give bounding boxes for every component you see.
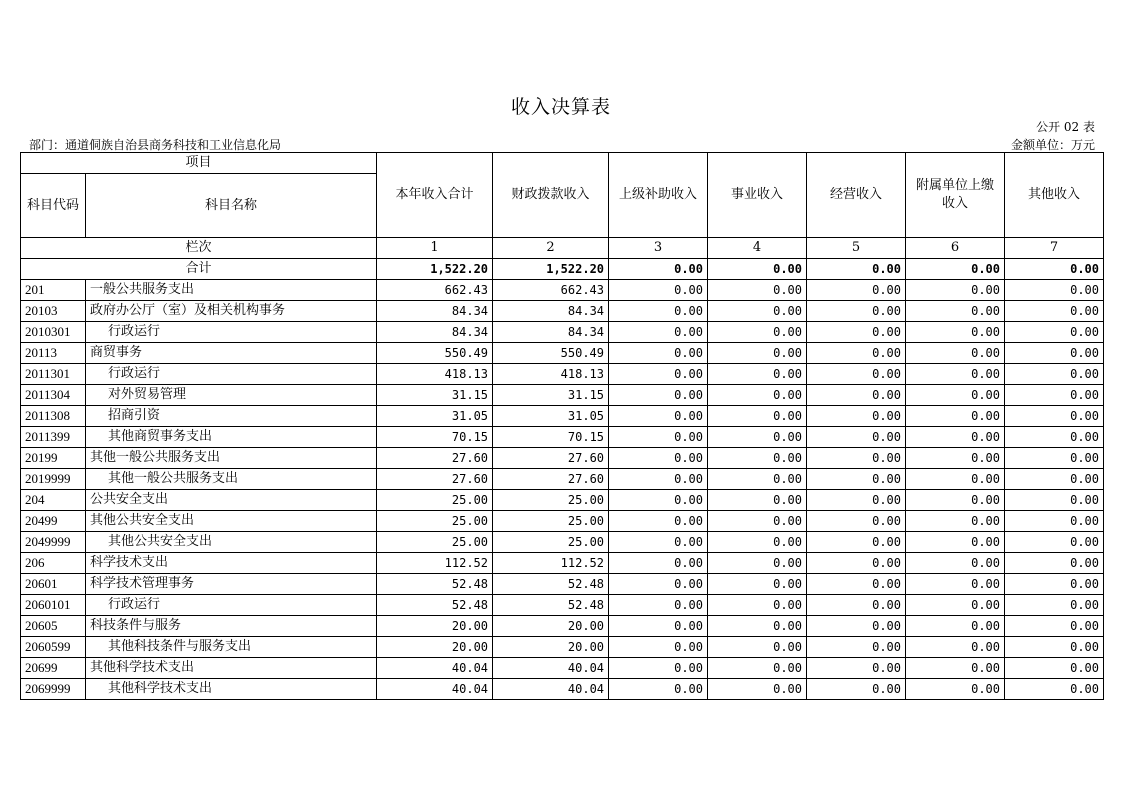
subject-code: 20199 xyxy=(21,448,86,469)
amount-cell: 0.00 xyxy=(807,490,906,511)
subject-name: 其他科学技术支出 xyxy=(86,658,377,679)
amount-cell: 52.48 xyxy=(493,574,609,595)
column-header: 经营收入 xyxy=(807,153,906,238)
table-row xyxy=(21,553,1104,574)
table-row xyxy=(21,595,1104,616)
amount-cell: 0.00 xyxy=(708,574,807,595)
amount-cell: 0.00 xyxy=(708,532,807,553)
amount-cell: 40.04 xyxy=(377,679,493,700)
column-header: 其他收入 xyxy=(1005,153,1104,238)
amount-cell: 52.48 xyxy=(377,574,493,595)
amount-cell: 0.00 xyxy=(906,532,1005,553)
amount-cell: 84.34 xyxy=(377,322,493,343)
amount-cell: 27.60 xyxy=(377,469,493,490)
total-value: 0.00 xyxy=(1005,259,1104,280)
amount-cell: 0.00 xyxy=(906,343,1005,364)
amount-cell: 0.00 xyxy=(906,301,1005,322)
amount-cell: 40.04 xyxy=(493,658,609,679)
total-value: 0.00 xyxy=(609,259,708,280)
amount-cell: 0.00 xyxy=(906,679,1005,700)
subject-code: 201 xyxy=(21,280,86,301)
subject-code: 20103 xyxy=(21,301,86,322)
project-header: 项目 xyxy=(21,153,377,174)
amount-cell: 0.00 xyxy=(807,280,906,301)
subject-name: 其他一般公共服务支出 xyxy=(86,469,377,490)
table-row xyxy=(21,301,1104,322)
subject-name: 行政运行 xyxy=(86,322,377,343)
amount-cell: 31.05 xyxy=(493,406,609,427)
amount-cell: 0.00 xyxy=(807,532,906,553)
amount-cell: 0.00 xyxy=(906,280,1005,301)
amount-cell: 0.00 xyxy=(609,280,708,301)
table-row xyxy=(21,322,1104,343)
subject-name: 对外贸易管理 xyxy=(86,385,377,406)
amount-cell: 0.00 xyxy=(1005,469,1104,490)
subject-name: 行政运行 xyxy=(86,364,377,385)
amount-cell: 0.00 xyxy=(609,364,708,385)
amount-cell: 0.00 xyxy=(708,511,807,532)
subject-name: 科学技术管理事务 xyxy=(86,574,377,595)
amount-cell: 27.60 xyxy=(493,469,609,490)
subject-code: 20113 xyxy=(21,343,86,364)
amount-cell: 84.34 xyxy=(377,301,493,322)
amount-cell: 0.00 xyxy=(708,406,807,427)
total-value: 1,522.20 xyxy=(493,259,609,280)
code-header: 科目代码 xyxy=(21,174,86,238)
amount-cell: 0.00 xyxy=(906,322,1005,343)
subject-name: 其他一般公共服务支出 xyxy=(86,448,377,469)
amount-cell: 0.00 xyxy=(807,658,906,679)
subject-code: 2060599 xyxy=(21,637,86,658)
table-row xyxy=(21,658,1104,679)
unit-label: 金额单位：万元 xyxy=(1010,138,1095,152)
table-row xyxy=(21,385,1104,406)
table-row xyxy=(21,511,1104,532)
index-number: 4 xyxy=(708,238,807,259)
amount-cell: 25.00 xyxy=(493,532,609,553)
table-row xyxy=(21,448,1104,469)
amount-cell: 0.00 xyxy=(1005,364,1104,385)
index-label: 栏次 xyxy=(21,238,377,259)
amount-cell: 0.00 xyxy=(807,574,906,595)
subject-name: 政府办公厅（室）及相关机构事务 xyxy=(86,301,377,322)
subject-code: 2010301 xyxy=(21,322,86,343)
amount-cell: 52.48 xyxy=(493,595,609,616)
amount-cell: 0.00 xyxy=(609,301,708,322)
amount-cell: 0.00 xyxy=(1005,595,1104,616)
amount-cell: 0.00 xyxy=(1005,343,1104,364)
amount-cell: 0.00 xyxy=(1005,448,1104,469)
amount-cell: 0.00 xyxy=(609,448,708,469)
amount-cell: 0.00 xyxy=(609,511,708,532)
table-row xyxy=(21,616,1104,637)
table-row xyxy=(21,343,1104,364)
amount-cell: 0.00 xyxy=(1005,301,1104,322)
amount-cell: 84.34 xyxy=(493,301,609,322)
amount-cell: 0.00 xyxy=(906,553,1005,574)
amount-cell: 0.00 xyxy=(1005,637,1104,658)
subject-name: 其他科技条件与服务支出 xyxy=(86,637,377,658)
amount-cell: 40.04 xyxy=(493,679,609,700)
amount-cell: 0.00 xyxy=(807,595,906,616)
amount-cell: 0.00 xyxy=(708,280,807,301)
table-row xyxy=(21,637,1104,658)
column-header: 财政拨款收入 xyxy=(493,153,609,238)
amount-cell: 0.00 xyxy=(1005,490,1104,511)
amount-cell: 0.00 xyxy=(708,637,807,658)
amount-cell: 0.00 xyxy=(609,469,708,490)
amount-cell: 0.00 xyxy=(708,322,807,343)
index-number: 1 xyxy=(377,238,493,259)
table-row xyxy=(21,406,1104,427)
income-table xyxy=(20,152,1104,700)
amount-cell: 0.00 xyxy=(609,427,708,448)
index-number: 2 xyxy=(493,238,609,259)
subject-code: 2011304 xyxy=(21,385,86,406)
amount-cell: 0.00 xyxy=(807,406,906,427)
column-header: 附属单位上缴收入 xyxy=(906,153,1005,238)
amount-cell: 0.00 xyxy=(708,679,807,700)
amount-cell: 25.00 xyxy=(377,532,493,553)
amount-cell: 0.00 xyxy=(708,448,807,469)
subject-name: 其他科学技术支出 xyxy=(86,679,377,700)
subject-name: 其他公共安全支出 xyxy=(86,511,377,532)
amount-cell: 0.00 xyxy=(708,658,807,679)
amount-cell: 0.00 xyxy=(609,658,708,679)
subject-name: 其他商贸事务支出 xyxy=(86,427,377,448)
amount-cell: 0.00 xyxy=(708,553,807,574)
page-title: 收入决算表 xyxy=(510,96,611,118)
amount-cell: 0.00 xyxy=(807,637,906,658)
amount-cell: 0.00 xyxy=(609,595,708,616)
amount-cell: 112.52 xyxy=(377,553,493,574)
amount-cell: 31.15 xyxy=(377,385,493,406)
amount-cell: 662.43 xyxy=(493,280,609,301)
amount-cell: 0.00 xyxy=(708,301,807,322)
amount-cell: 0.00 xyxy=(609,616,708,637)
column-header: 上级补助收入 xyxy=(609,153,708,238)
subject-code: 2049999 xyxy=(21,532,86,553)
amount-cell: 550.49 xyxy=(493,343,609,364)
total-value: 0.00 xyxy=(708,259,807,280)
amount-cell: 0.00 xyxy=(708,427,807,448)
header-row-project xyxy=(21,153,1104,174)
amount-cell: 112.52 xyxy=(493,553,609,574)
total-value: 0.00 xyxy=(807,259,906,280)
amount-cell: 25.00 xyxy=(377,490,493,511)
amount-cell: 52.48 xyxy=(377,595,493,616)
amount-cell: 0.00 xyxy=(1005,406,1104,427)
amount-cell: 70.15 xyxy=(493,427,609,448)
amount-cell: 0.00 xyxy=(807,364,906,385)
amount-cell: 0.00 xyxy=(609,406,708,427)
amount-cell: 0.00 xyxy=(906,427,1005,448)
amount-cell: 0.00 xyxy=(708,364,807,385)
amount-cell: 0.00 xyxy=(906,574,1005,595)
subject-name: 科技条件与服务 xyxy=(86,616,377,637)
table-row xyxy=(21,490,1104,511)
subject-code: 20605 xyxy=(21,616,86,637)
amount-cell: 0.00 xyxy=(1005,574,1104,595)
amount-cell: 0.00 xyxy=(906,406,1005,427)
index-number: 5 xyxy=(807,238,906,259)
amount-cell: 0.00 xyxy=(906,490,1005,511)
amount-cell: 0.00 xyxy=(708,385,807,406)
table-row xyxy=(21,280,1104,301)
index-number: 7 xyxy=(1005,238,1104,259)
amount-cell: 0.00 xyxy=(807,679,906,700)
amount-cell: 0.00 xyxy=(708,469,807,490)
amount-cell: 0.00 xyxy=(1005,679,1104,700)
subject-name: 一般公共服务支出 xyxy=(86,280,377,301)
total-value: 1,522.20 xyxy=(377,259,493,280)
amount-cell: 20.00 xyxy=(493,616,609,637)
amount-cell: 27.60 xyxy=(493,448,609,469)
amount-cell: 0.00 xyxy=(1005,616,1104,637)
total-row xyxy=(21,259,1104,280)
amount-cell: 0.00 xyxy=(807,385,906,406)
department-label: 部门：通道侗族自治县商务科技和工业信息化局 xyxy=(29,138,282,152)
amount-cell: 0.00 xyxy=(807,511,906,532)
amount-cell: 662.43 xyxy=(377,280,493,301)
amount-cell: 0.00 xyxy=(807,343,906,364)
amount-cell: 0.00 xyxy=(1005,280,1104,301)
amount-cell: 20.00 xyxy=(377,616,493,637)
amount-cell: 0.00 xyxy=(609,637,708,658)
amount-cell: 20.00 xyxy=(377,637,493,658)
amount-cell: 0.00 xyxy=(708,616,807,637)
amount-cell: 0.00 xyxy=(609,679,708,700)
subject-code: 2019999 xyxy=(21,469,86,490)
table-row xyxy=(21,364,1104,385)
amount-cell: 0.00 xyxy=(906,469,1005,490)
amount-cell: 0.00 xyxy=(1005,553,1104,574)
amount-cell: 0.00 xyxy=(1005,511,1104,532)
amount-cell: 0.00 xyxy=(1005,322,1104,343)
amount-cell: 0.00 xyxy=(807,553,906,574)
amount-cell: 0.00 xyxy=(1005,385,1104,406)
amount-cell: 0.00 xyxy=(609,553,708,574)
table-row xyxy=(21,469,1104,490)
amount-cell: 418.13 xyxy=(493,364,609,385)
amount-cell: 0.00 xyxy=(906,658,1005,679)
subject-code: 2060101 xyxy=(21,595,86,616)
amount-cell: 25.00 xyxy=(377,511,493,532)
amount-cell: 20.00 xyxy=(493,637,609,658)
amount-cell: 0.00 xyxy=(708,490,807,511)
column-header: 本年收入合计 xyxy=(377,153,493,238)
name-header: 科目名称 xyxy=(86,174,377,238)
amount-cell: 418.13 xyxy=(377,364,493,385)
amount-cell: 0.00 xyxy=(1005,658,1104,679)
amount-cell: 0.00 xyxy=(807,616,906,637)
amount-cell: 550.49 xyxy=(377,343,493,364)
amount-cell: 70.15 xyxy=(377,427,493,448)
amount-cell: 0.00 xyxy=(708,595,807,616)
amount-cell: 0.00 xyxy=(807,322,906,343)
amount-cell: 0.00 xyxy=(906,448,1005,469)
index-number: 3 xyxy=(609,238,708,259)
subject-code: 20601 xyxy=(21,574,86,595)
amount-cell: 0.00 xyxy=(906,616,1005,637)
table-row xyxy=(21,679,1104,700)
total-value: 0.00 xyxy=(906,259,1005,280)
amount-cell: 0.00 xyxy=(609,385,708,406)
amount-cell: 0.00 xyxy=(609,574,708,595)
subject-code: 20499 xyxy=(21,511,86,532)
subject-code: 2011301 xyxy=(21,364,86,385)
table-row xyxy=(21,532,1104,553)
index-number: 6 xyxy=(906,238,1005,259)
amount-cell: 0.00 xyxy=(609,322,708,343)
amount-cell: 0.00 xyxy=(906,511,1005,532)
amount-cell: 0.00 xyxy=(906,364,1005,385)
index-row xyxy=(21,238,1104,259)
amount-cell: 0.00 xyxy=(906,385,1005,406)
table-row xyxy=(21,427,1104,448)
subject-name: 科学技术支出 xyxy=(86,553,377,574)
amount-cell: 25.00 xyxy=(493,490,609,511)
amount-cell: 0.00 xyxy=(609,532,708,553)
form-number: 公开 02 表 xyxy=(1036,120,1095,134)
subject-code: 2069999 xyxy=(21,679,86,700)
amount-cell: 0.00 xyxy=(708,343,807,364)
amount-cell: 31.15 xyxy=(493,385,609,406)
subject-code: 2011399 xyxy=(21,427,86,448)
subject-name: 行政运行 xyxy=(86,595,377,616)
amount-cell: 27.60 xyxy=(377,448,493,469)
amount-cell: 0.00 xyxy=(807,469,906,490)
total-label: 合计 xyxy=(21,259,377,280)
subject-name: 公共安全支出 xyxy=(86,490,377,511)
amount-cell: 0.00 xyxy=(807,301,906,322)
subject-name: 商贸事务 xyxy=(86,343,377,364)
amount-cell: 0.00 xyxy=(1005,427,1104,448)
subject-name: 招商引资 xyxy=(86,406,377,427)
amount-cell: 0.00 xyxy=(1005,532,1104,553)
subject-code: 20699 xyxy=(21,658,86,679)
amount-cell: 0.00 xyxy=(906,595,1005,616)
amount-cell: 40.04 xyxy=(377,658,493,679)
amount-cell: 31.05 xyxy=(377,406,493,427)
amount-cell: 0.00 xyxy=(807,427,906,448)
amount-cell: 0.00 xyxy=(906,637,1005,658)
column-header: 事业收入 xyxy=(708,153,807,238)
subject-code: 204 xyxy=(21,490,86,511)
amount-cell: 25.00 xyxy=(493,511,609,532)
amount-cell: 0.00 xyxy=(609,490,708,511)
table-row xyxy=(21,574,1104,595)
subject-name: 其他公共安全支出 xyxy=(86,532,377,553)
subject-code: 2011308 xyxy=(21,406,86,427)
amount-cell: 84.34 xyxy=(493,322,609,343)
amount-cell: 0.00 xyxy=(609,343,708,364)
amount-cell: 0.00 xyxy=(807,448,906,469)
subject-code: 206 xyxy=(21,553,86,574)
